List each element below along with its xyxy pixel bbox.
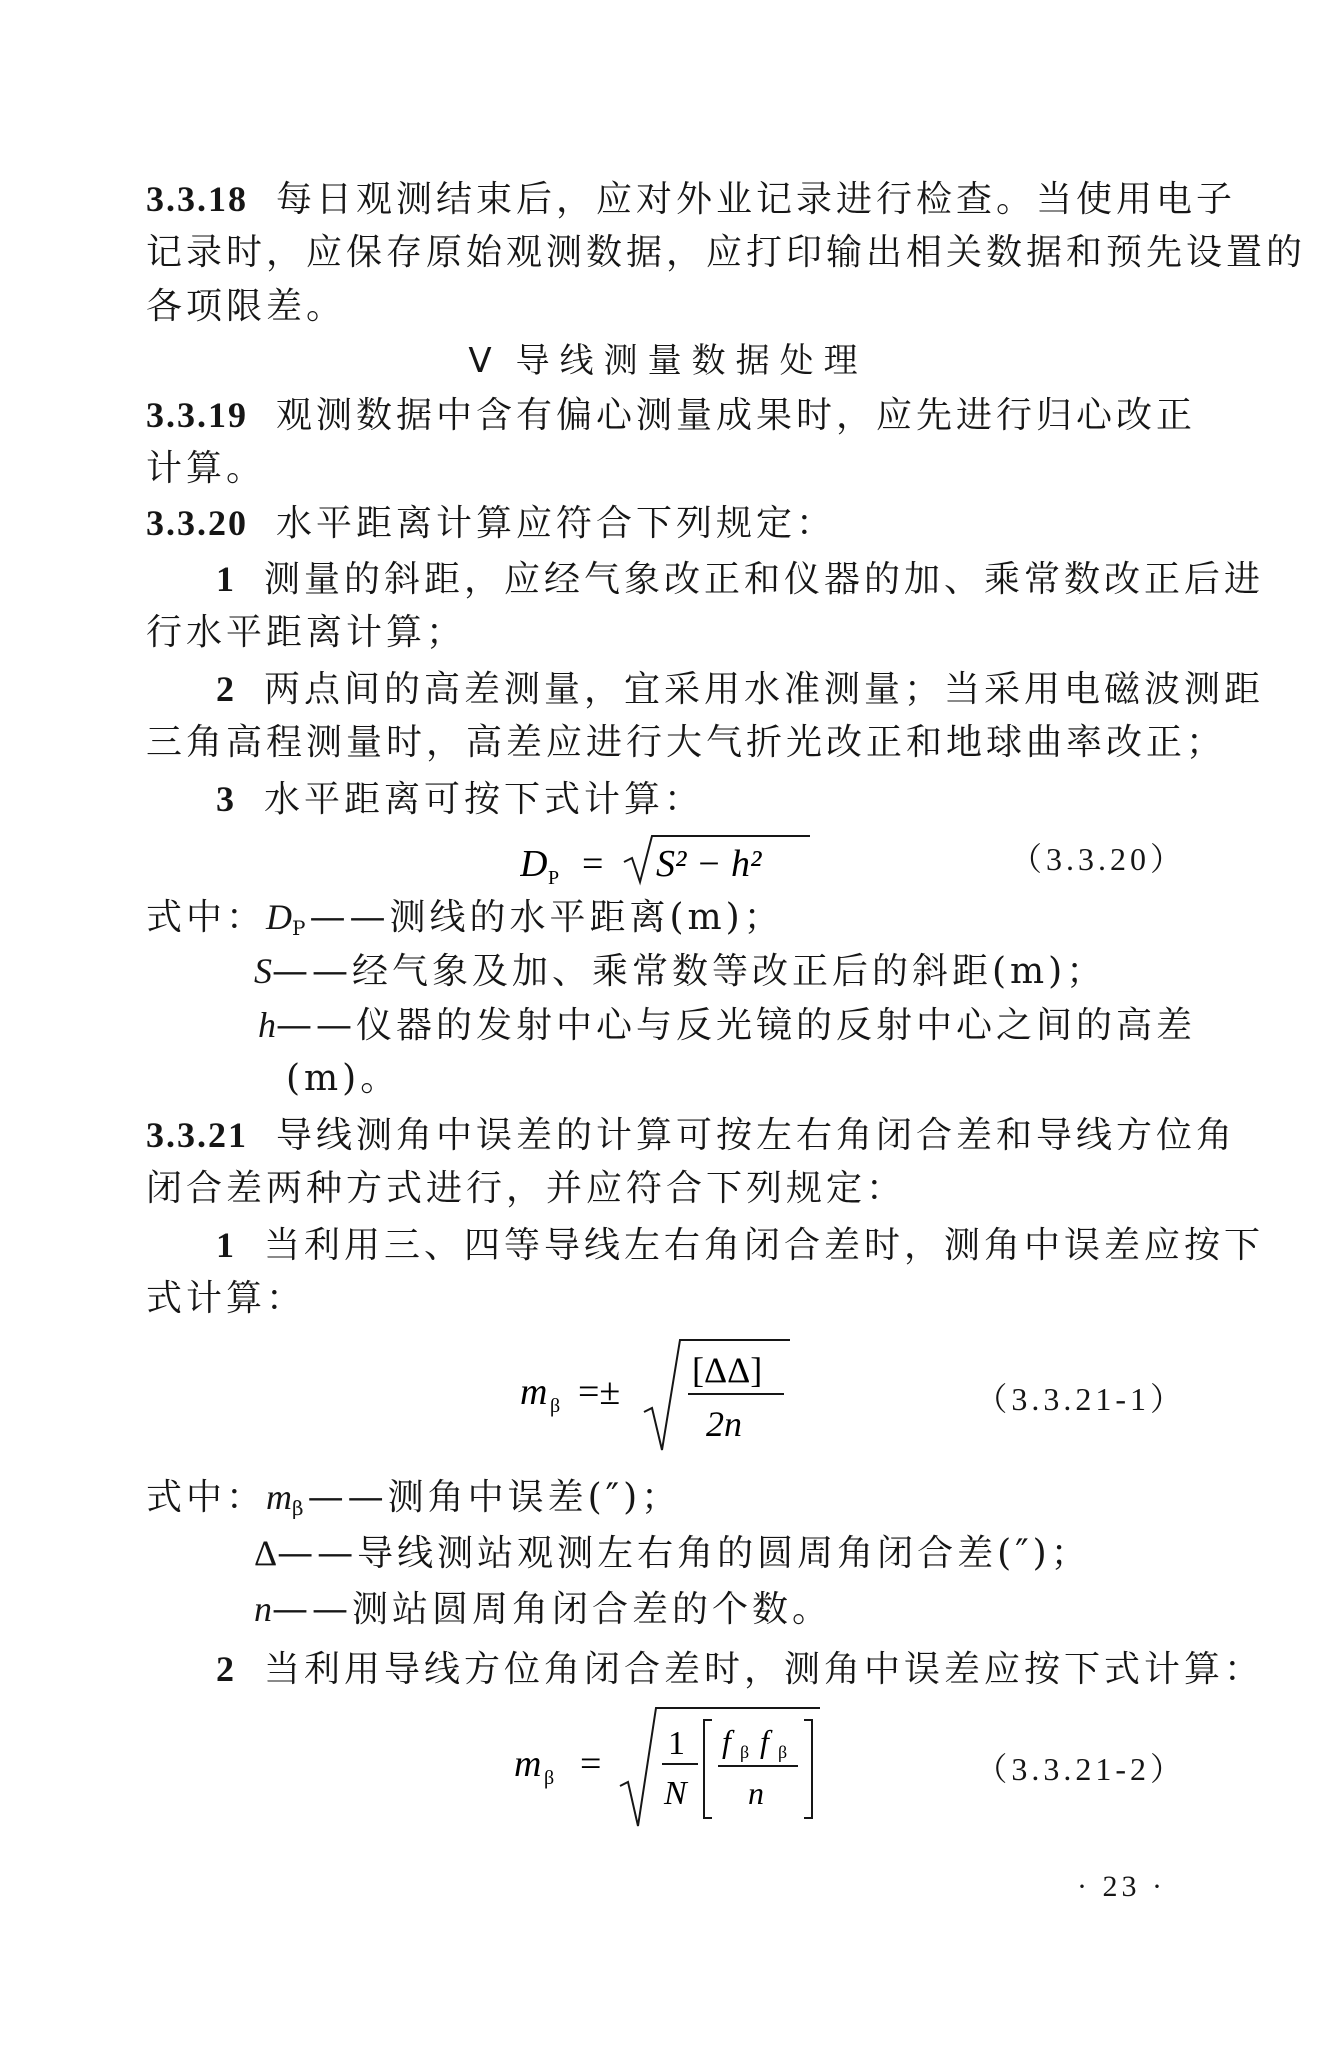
formula-3-3-21-2 xyxy=(514,1700,834,1832)
clause-3-3-21-line-1 xyxy=(146,1112,1237,1159)
formula-lhs: m xyxy=(520,1371,548,1413)
formula-equals: = xyxy=(582,843,604,885)
equation-number: （3.3.21-1） xyxy=(975,1381,1186,1417)
item-number: 1 xyxy=(216,1225,236,1265)
definition: ——经气象及加、乘常数等改正后的斜距(m)； xyxy=(272,951,1107,992)
clause-3-3-18-line-3: 各项限差。 xyxy=(146,286,347,327)
section-heading xyxy=(0,338,1336,385)
item-number: 2 xyxy=(216,669,236,709)
formula-3-3-20 xyxy=(520,828,820,894)
where-line-n xyxy=(254,1586,1294,1633)
where-line-m-beta xyxy=(146,1474,1186,1531)
formula-lhs: D xyxy=(520,843,548,885)
where-line-delta xyxy=(254,1530,1294,1577)
clause-3-3-20-item-1-line-1 xyxy=(216,556,1265,603)
equation-number: （3.3.20） xyxy=(1009,841,1186,877)
clause-3-3-20-line-1 xyxy=(146,500,1186,547)
clause-text: 水平距离计算应符合下列规定： xyxy=(276,503,837,544)
left-bracket xyxy=(704,1720,712,1818)
item-number: 3 xyxy=(216,779,236,819)
clause-3-3-21-line-2: 闭合差两种方式进行，并应符合下列规定： xyxy=(146,1168,907,1209)
clause-3-3-19-line-2: 计算。 xyxy=(146,448,267,489)
clause-text: 导线测角中误差的计算可按左右角闭合差和导线方位角 xyxy=(276,1115,1237,1156)
clause-3-3-21-item-1-line-2: 式计算： xyxy=(146,1278,307,1319)
symbol-subscript: β xyxy=(292,1496,308,1520)
where-prefix: 式中： xyxy=(146,897,267,938)
formula-lhs-subscript: β xyxy=(550,1395,561,1417)
item-text: 当利用三、四等导线左右角闭合差时，测角中误差应按下 xyxy=(264,1225,1265,1266)
where-line-h xyxy=(258,1002,1197,1049)
formula-lhs-subscript: P xyxy=(548,867,560,889)
symbol: m xyxy=(266,1477,293,1517)
definition: ——仪器的发射中心与反光镜的反射中心之间的高差 xyxy=(276,1005,1197,1046)
fraction-N: N xyxy=(664,1775,687,1812)
symbol: h xyxy=(258,1005,276,1045)
inner-f1-subscript: β xyxy=(740,1742,750,1762)
clause-3-3-21-item-2 xyxy=(216,1646,1265,1693)
item-text: 当利用导线方位角闭合差时，测角中误差应按下式计算： xyxy=(264,1649,1265,1690)
clause-3-3-20-item-3 xyxy=(216,776,1186,823)
clause-3-3-19-line-1 xyxy=(146,392,1197,439)
symbol: D xyxy=(266,897,293,937)
clause-3-3-18-line-1 xyxy=(146,176,1237,223)
fraction-denominator: 2n xyxy=(706,1404,742,1444)
clause-number: 3.3.21 xyxy=(146,1115,248,1155)
right-bracket xyxy=(804,1720,812,1818)
inner-f1: f xyxy=(722,1723,731,1759)
symbol: n xyxy=(254,1589,272,1629)
clause-text: 观测数据中含有偏心测量成果时，应先进行归心改正 xyxy=(276,395,1197,436)
clause-3-3-21-item-1-line-1 xyxy=(216,1222,1265,1269)
item-text: 两点间的高差测量，宜采用水准测量；当采用电磁波测距 xyxy=(264,669,1265,710)
clause-number: 3.3.19 xyxy=(146,395,248,435)
symbol-subscript: P xyxy=(292,916,310,940)
inner-denominator: n xyxy=(748,1775,764,1811)
clause-3-3-20-item-1-line-2: 行水平距离计算； xyxy=(146,612,467,653)
item-text: 测量的斜距，应经气象改正和仪器的加、乘常数改正后进 xyxy=(264,559,1265,600)
clause-3-3-18-line-2: 记录时，应保存原始观测数据，应打印输出相关数据和预先设置的 xyxy=(146,232,1307,273)
clause-number: 3.3.20 xyxy=(146,503,248,543)
formula-radicand: S² − h² xyxy=(656,843,762,885)
fraction-one: 1 xyxy=(668,1725,685,1762)
where-line-s xyxy=(254,948,1294,995)
formula-lhs: m xyxy=(514,1743,542,1785)
clause-3-3-20-item-2-line-2: 三角高程测量时，高差应进行大气折光改正和地球曲率改正； xyxy=(146,722,1227,763)
clause-text: 每日观测结束后，应对外业记录进行检查。当使用电子 xyxy=(276,179,1237,220)
equation-number: （3.3.21-2） xyxy=(975,1751,1186,1787)
formula-equals-plusminus: =± xyxy=(578,1371,621,1413)
formula-lhs-subscript: β xyxy=(544,1767,555,1789)
clause-number: 3.3.18 xyxy=(146,179,248,219)
where-line-dp xyxy=(146,894,1186,951)
inner-f2: f xyxy=(760,1723,769,1759)
formula-3-3-21-1 xyxy=(520,1332,820,1456)
fraction-numerator: [ΔΔ] xyxy=(692,1350,763,1390)
section-title: 导线测量数据处理 xyxy=(515,341,868,381)
formula-equals: = xyxy=(580,1743,602,1785)
page-number: · 23 · xyxy=(1077,1870,1166,1903)
item-number: 2 xyxy=(216,1649,236,1689)
definition: ——测线的水平距离(m)； xyxy=(309,897,784,938)
item-number: 1 xyxy=(216,559,236,599)
definition: ——导线测站观测左右角的圆周角闭合差(″)； xyxy=(277,1533,1091,1574)
section-roman-numeral: Ⅴ xyxy=(468,343,492,380)
clause-3-3-20-item-2-line-1 xyxy=(216,666,1265,713)
inner-f2-subscript: β xyxy=(778,1742,788,1762)
where-line-h-continued: (m)。 xyxy=(286,1058,401,1099)
definition: ——测站圆周角闭合差的个数。 xyxy=(272,1589,833,1630)
definition: ——测角中误差(″)； xyxy=(307,1477,682,1518)
item-text: 水平距离可按下式计算： xyxy=(264,779,705,820)
where-prefix: 式中： xyxy=(146,1477,267,1518)
symbol: S xyxy=(254,951,272,991)
symbol: Δ xyxy=(254,1533,278,1573)
